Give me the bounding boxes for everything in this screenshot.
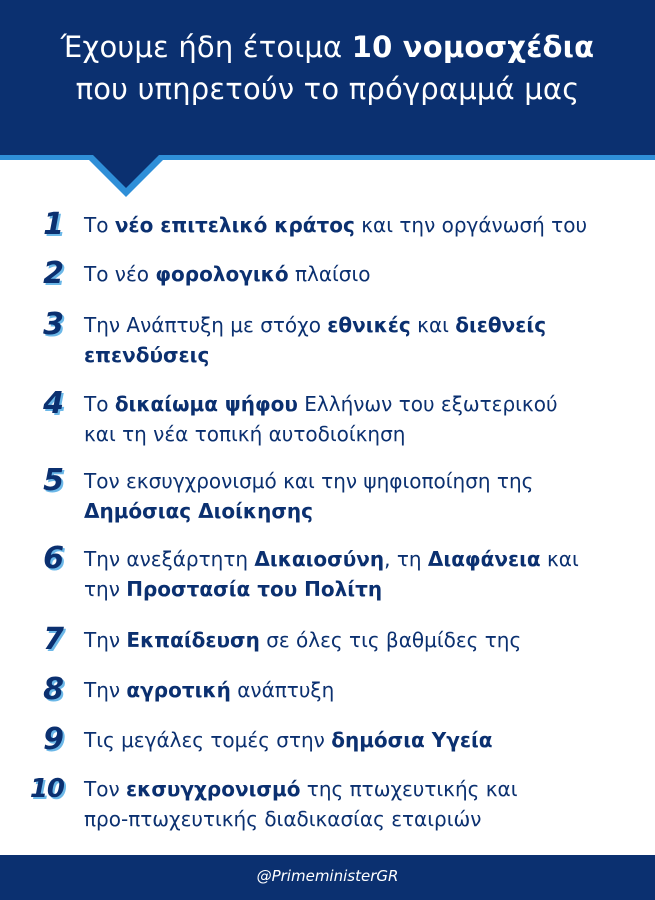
text-run-bold: δικαίωμα ψήφου [114, 392, 298, 416]
headline-line-1-bold: 10 νομοσχέδια [351, 30, 595, 64]
item-number: 6 [43, 541, 64, 576]
text-run: και την οργάνωσή του [354, 213, 588, 237]
item-text [84, 310, 644, 370]
item-text [84, 389, 644, 449]
text-run: Την Ανάπτυξη με στόχο [84, 313, 328, 337]
text-run-bold: επενδύσεις [84, 343, 210, 367]
text-run: και τη νέα τοπική αυτοδιοίκηση [84, 422, 406, 446]
text-run-bold: Προστασία του Πολίτη [126, 577, 383, 601]
item-text [84, 544, 644, 604]
text-run: Την [84, 678, 127, 702]
text-run: πλαίσιο [288, 262, 371, 286]
item-number: 1 [43, 207, 64, 242]
item-number: 10 [29, 774, 64, 804]
footer-bar [0, 855, 655, 900]
item-number: 4 [43, 386, 64, 421]
text-run-bold: δημόσια Υγεία [331, 728, 493, 752]
item-number: 9 [43, 722, 64, 757]
headline-line-1-regular: Έχουμε ήδη έτοιμα [60, 30, 352, 64]
text-run: Το [84, 392, 115, 416]
text-run-bold: εθνικές [327, 313, 411, 337]
item-number: 2 [43, 256, 64, 291]
item-text [84, 725, 644, 755]
item-text [84, 259, 644, 289]
item-text [84, 774, 644, 834]
text-run: Την ανεξάρτητη [84, 547, 255, 571]
text-run-bold: Διαφάνεια [427, 547, 541, 571]
text-run: και [540, 547, 579, 571]
text-run-bold: νέο επιτελικό κράτος [114, 213, 355, 237]
text-run-bold: φορολογικό [155, 262, 289, 286]
text-run: σε όλες τις βαθμίδες της [259, 628, 522, 652]
item-text [84, 466, 644, 526]
text-run: και [410, 313, 456, 337]
text-run: Τον [84, 777, 126, 801]
item-number: 8 [43, 672, 64, 707]
text-run-bold: διεθνείς [455, 313, 547, 337]
text-run-bold: Δημόσιας Διοίκησης [84, 499, 314, 523]
item-number: 5 [43, 463, 64, 498]
text-run: Τις μεγάλες τομές στην [84, 728, 332, 752]
text-run: Τον εκσυγχρονισμό και την ψηφιοποίηση της [84, 469, 534, 493]
item-text [84, 210, 644, 240]
text-run: Την [84, 628, 127, 652]
text-run: Το νέο [84, 262, 156, 286]
text-run: Ελλήνων του εξωτερικού [297, 392, 558, 416]
text-run: ανάπτυξη [230, 678, 335, 702]
text-run: της πτωχευτικής και [300, 777, 518, 801]
text-run: την [84, 577, 127, 601]
text-run: , τη [384, 547, 428, 571]
text-run-bold: αγροτική [126, 678, 231, 702]
text-run: Το [84, 213, 115, 237]
item-text [84, 675, 644, 705]
text-run-bold: Εκπαίδευση [126, 628, 260, 652]
item-number: 7 [43, 622, 64, 657]
text-run-bold: εκσυγχρονισμό [125, 777, 301, 801]
headline-line-2: που υπηρετούν το πρόγραμμά μας [75, 72, 580, 106]
text-run: προ-πτωχευτικής διαδικασίας εταιριών [84, 807, 482, 831]
item-text [84, 625, 644, 655]
text-run-bold: Δικαιοσύνη [254, 547, 385, 571]
item-number: 3 [43, 307, 64, 342]
twitter-handle: @PrimeministerGR [256, 867, 399, 885]
